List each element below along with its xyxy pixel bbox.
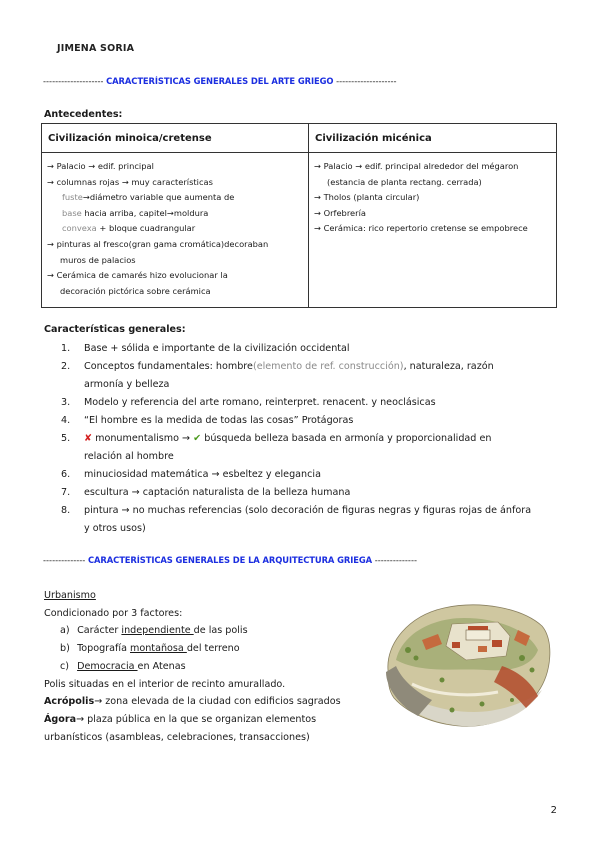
term-convexa: convexa [62,223,97,234]
text: de las polis [193,625,248,637]
factor-item [44,658,389,676]
urbanismo-title: Urbanismo [44,590,96,601]
line: → Palacio → edif. principal alrededor del mégaron [314,161,519,171]
line [47,190,304,206]
caracteristicas-list [44,340,556,538]
text: hacia arriba, capitel→moldura [81,207,209,218]
underlined-text: independiente [121,625,194,637]
minoica-cell [42,153,309,308]
text: en Atenas [137,660,186,672]
line: decoración pictórica sobre cerámica [60,285,211,296]
item-text: armonía y belleza [84,379,170,390]
item-number: 3. [61,397,71,408]
line: → Cerámica de camarés hizo evolucionar la [47,270,228,281]
factor-letter: b) [60,643,70,655]
dashes: -------------- [372,555,418,565]
item-number: 2. [61,361,71,372]
text-line: urbanísticos (asambleas, celebraciones, transacciones) [44,731,310,743]
list-item [44,412,556,430]
underlined-text: Democracia [77,660,138,672]
page-number: 2 [550,805,557,816]
micenica-cell [309,153,557,308]
line [47,206,304,222]
item-text: Base + sólida e importante de la civilización occidental [84,343,350,354]
text: + bloque cuadrangular [96,223,196,234]
agora-line [44,711,389,729]
section-heading-arquitectura [43,555,558,565]
item-text: monumentalismo → [95,433,194,444]
line: → Tholos (planta circular) [314,192,420,203]
list-item [44,394,556,412]
author-name: JIMENA SORIA [57,43,135,54]
text: del terreno [186,643,240,655]
text-line: Polis situadas en el interior de recinto amurallado. [44,678,286,690]
factor-item [44,622,389,640]
list-item [44,484,556,502]
factor-letter: a) [60,625,70,637]
antecedentes-table [41,123,557,308]
item-text: relación al hombre [84,451,174,462]
line: (estancia de planta rectang. cerrada) [327,176,482,187]
term: Ágora [44,713,77,725]
item-text: Modelo y referencia del arte romano, reinterpret. renacent. y neoclásicas [84,397,436,408]
item-number: 4. [61,415,71,426]
underlined-text: montañosa [130,643,187,655]
line: → columnas rojas → muy características [47,176,213,187]
section-title: CARACTERÍSTICAS GENERALES DE LA ARQUITECTURA GRIEGA [87,555,373,565]
line [47,221,304,237]
check-icon: ✔ [193,433,202,444]
minoica-header: Civilización minoica/cretense [42,124,309,153]
term-base: base [62,207,82,218]
item-text: pintura → no muchas referencias (solo decoración de figuras negras y figuras rojas de ánfora [84,505,532,516]
dashes: -------------------- [333,76,397,86]
list-item [44,430,556,466]
definition: → plaza pública en la que se organizan elementos [76,713,317,725]
item-text: , naturaleza, razón [403,361,494,372]
list-item [44,358,556,394]
line: → Orfebrería [314,207,366,218]
item-number: 6. [61,469,71,480]
item-note: (elemento de ref. construcción) [252,361,404,372]
line: → pinturas al fresco(gran gama cromática)decoraban [47,238,269,249]
term-fuste: fuste [62,192,83,203]
text: Carácter [77,625,122,637]
cross-icon: ✘ [84,433,93,444]
acropolis-illustration [382,600,554,730]
item-number: 8. [61,505,71,516]
acropolis-drawing [382,600,554,730]
acropolis-line [44,693,389,711]
item-text: “El hombre es la medida de todas las cosas” Protágoras [84,415,354,426]
dashes: -------------------- [43,76,107,86]
antecedentes-heading: Antecedentes: [44,109,123,120]
micenica-header: Civilización micénica [309,124,557,153]
line: → Cerámica: rico repertorio cretense se empobrece [314,223,528,234]
line: → Palacio → edif. principal [47,161,154,171]
item-text: y otros usos) [84,523,146,534]
item-text: búsqueda belleza basada en armonía y proporcionalidad en [201,433,492,444]
caracteristicas-heading: Características generales: [44,324,186,335]
item-number: 1. [61,343,71,354]
item-number: 7. [61,487,71,498]
text: Topografía [77,643,131,655]
urbanismo-intro: Condicionado por 3 factores: [44,607,183,619]
list-item [44,502,556,538]
urbanismo-block [44,587,389,746]
text: →diámetro variable que aumenta de [82,192,235,203]
item-text: escultura → captación naturalista de la belleza humana [84,487,351,498]
line: muros de palacios [60,254,136,265]
section-heading-arte-griego [43,76,558,86]
item-text: minuciosidad matemática → esbeltez y elegancia [84,469,321,480]
item-text: Conceptos fundamentales: hombre [84,361,253,372]
factor-letter: c) [60,660,70,672]
item-number: 5. [61,433,71,444]
list-item [44,466,556,484]
list-item [44,340,556,358]
term: Acrópolis [44,696,95,708]
factor-item [44,640,389,658]
definition: → zona elevada de la ciudad con edificios sagrados [94,696,341,708]
section-title: CARACTERÍSTICAS GENERALES DEL ARTE GRIEGO [106,76,334,86]
dashes: -------------- [43,555,88,565]
